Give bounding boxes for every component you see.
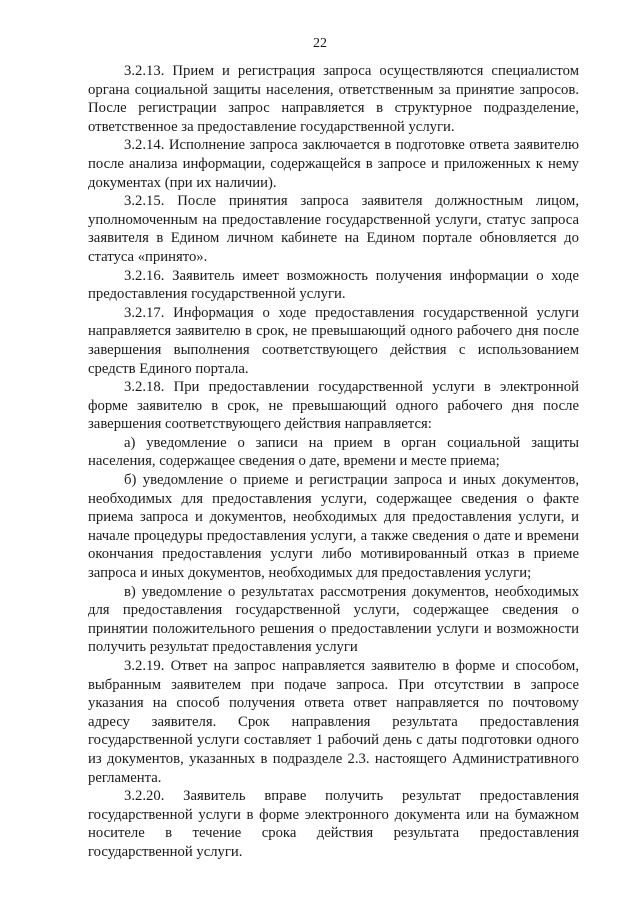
list-item-v: в) уведомление о результатах рассмотрения документов, необходимых для предоставления государственной услуги, содержащее сведения о принятии положительного решения о предоставлении услуги и возможности получить результат предоставления услуги [88,583,579,656]
paragraph-3-2-18: 3.2.18. При предоставлении государственной услуги в электронной форме заявителю в срок, не превышающий одного рабочего дня после завершения соответствующего действия направляется: [88,379,579,433]
paragraph-3-2-13: 3.2.13. Прием и регистрация запроса осуществляются специалистом органа социальной защиты населения, ответственным за принятие запросов. После регистрации запрос направляется в структурное подразделение, ответственное за предоставление государственной услуги. [88,63,579,135]
page-number: 22 [313,36,327,51]
paragraph-3-2-16: 3.2.16. Заявитель имеет возможность получения информации о ходе предоставления государственной услуги. [88,267,579,303]
document-body [88,62,579,862]
paragraph-3-2-19: 3.2.19. Ответ на запрос направляется заявителю в форме и способом, выбранным заявителем при подаче запроса. При отсутствии в запросе указания на способ получения ответа ответ направляется по почтовому адресу заявителя. Срок направления результата предоставления государственной услуги составляет 1 рабочий день с даты подготовки одного из документов, указанных в подразделе 2.3. настоящего Административного регламента. [88,658,579,786]
paragraph-3-2-17: 3.2.17. Информация о ходе предоставления государственной услуги направляется заявителю в срок, не превышающий одного рабочего дня после завершения выполнения соответствующего действия с использованием средств Единого портала. [88,304,579,377]
paragraph-3-2-15: 3.2.15. После принятия запроса заявителя должностным лицом, уполномоченным на предоставление государственной услуги, статус запроса заявителя в Едином личном кабинете на Едином портале обновляется до статуса «принято». [88,193,579,265]
list-item-b: б) уведомление о приеме и регистрации запроса и иных документов, необходимых для предоставления услуги, содержащее сведения о факте приема запроса и документов, необходимых для предоставления услуги, и начале процедуры предоставления услуги, а также сведения о дате и времени окончания предоставления услуги либо мотивированный отказ в приеме запроса и иных документов, необходимых для предоставления услуги; [88,472,579,582]
list-item-a: а) уведомление о записи на прием в орган социальной защиты населения, содержащее сведения о дате, времени и месте приема; [88,434,579,470]
paragraph-3-2-20: 3.2.20. Заявитель вправе получить результат предоставления государственной услуги в форме электронного документа или на бумажном носителе в течение срока действия результата предоставления государственной услуги. [88,788,579,860]
paragraph-3-2-14: 3.2.14. Исполнение запроса заключается в подготовке ответа заявителю после анализа информации, содержащейся в запросе и приложенных к нему документах (при их наличии). [88,137,579,191]
